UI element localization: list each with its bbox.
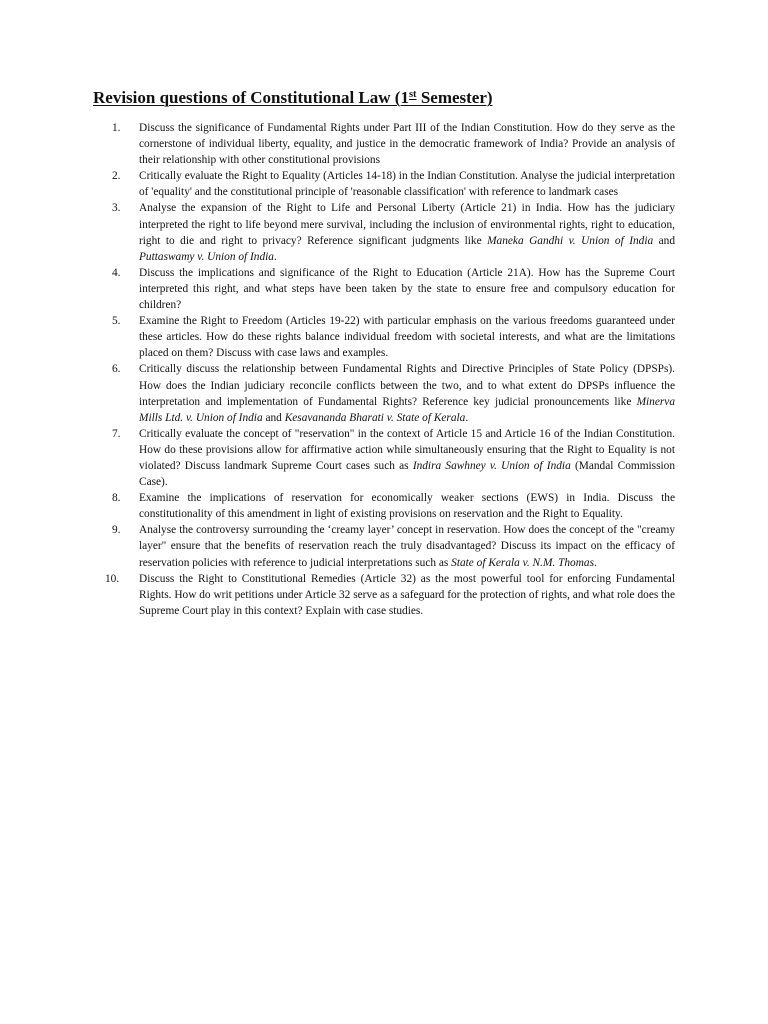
question-item [105, 571, 675, 619]
question-text [139, 202, 675, 262]
question-text-segment: Examine the Right to Freedom (Articles 19-22) with particular emphasis on the various freedoms guaranteed under these articles. How do these rights balance individual freedom with societal interests, and what are the limitations placed on them? Discuss with case laws and examples. [139, 315, 675, 360]
question-text [139, 363, 675, 423]
question-text [139, 428, 675, 488]
question-text [139, 315, 675, 359]
question-text-segment: and [262, 411, 285, 424]
case-citation: Puttaswamy v. Union of India [139, 250, 274, 263]
question-number: 5. [112, 315, 121, 328]
question-text-segment: Discuss the implications and significance of the Right to Education (Article 21A). How has the Supreme Court interpreted this right, and what steps have been taken by the state to ensure free and compulsory education for children? [139, 266, 675, 312]
case-citation: Kesavananda Bharati v. State of Kerala [284, 411, 466, 424]
question-number: 3. [112, 202, 121, 215]
question-item [112, 200, 675, 264]
question-number: 9. [112, 524, 121, 537]
question-text [139, 524, 675, 568]
question-text-segment: Discuss the significance of Fundamental Rights under Part III of the Indian Constitution. How do they serve as the cornerstone of individual liberty, equality, and justice in the democratic framework of India? Provide an analysis of their relationship with other constitutional provisions [139, 122, 675, 167]
question-text-segment: Examine the implications of reservation for economically weaker sections (EWS) in India. Discuss the constitutionality of this amendment in light of existing provisions on reservation and the Right to Equality. [139, 492, 675, 521]
question-text-segment: . [465, 411, 469, 424]
question-text-segment: Analyse the controversy surrounding the ‘creamy layer’ concept in reservation. How does the concept of the "creamy layer" ensure that the benefits of reservation reach the truly disadvantaged? Discuss its impact on the efficacy of reservation policies with reference to judicial interpretations such as [139, 524, 675, 569]
question-item [112, 426, 675, 490]
title-superscript: st [408, 89, 417, 101]
document-title [93, 87, 493, 109]
question-item [112, 522, 675, 570]
question-text [139, 492, 675, 520]
question-text-segment: Critically evaluate the Right to Equality (Articles 14-18) in the Indian Constitution. Analyse the judicial interpretation of 'equality' and the constitutional principle of 'reasonable classification' with reference to landmark cases [139, 170, 675, 199]
question-number: 6. [112, 363, 121, 376]
question-text [139, 170, 675, 198]
question-text-segment: Analyse the expansion of the Right to Life and Personal Liberty (Article 21) in India. How has the judiciary interpreted the right to life beyond mere survival, including the inclusion of environmental rights, right to education, right to die and right to privacy? Reference significant judgments like [139, 202, 675, 247]
question-text-segment: . [273, 250, 277, 263]
question-list [105, 120, 676, 619]
question-number: 1. [112, 122, 121, 134]
question-text [139, 573, 675, 617]
question-item [112, 490, 675, 522]
case-citation: Indira Sawhney v. Union of India [412, 459, 571, 472]
case-citation: State of Kerala v. N.M. Thomas [451, 556, 594, 569]
question-text [139, 122, 675, 166]
question-text-segment: and [653, 234, 676, 247]
question-number: 7. [112, 427, 121, 440]
question-number: 8. [112, 492, 121, 505]
question-number: 4. [112, 266, 121, 279]
question-item [112, 265, 675, 313]
question-item [112, 361, 675, 425]
question-text-segment: (Mandal Commission Case). [139, 459, 675, 489]
question-number: 2. [112, 170, 121, 183]
title-end: Semester) [416, 88, 493, 107]
question-text-segment: Discuss the Right to Constitutional Remedies (Article 32) as the most powerful tool for enforcing Fundamental Rights. How do writ petitions under Article 32 serve as a safeguard for the protection of rights, and what role does the Supreme Court play in this context? Explain with case studies. [139, 572, 675, 617]
question-text-segment: Critically discuss the relationship between Fundamental Rights and Directive Principles of State Policy (DPSPs). How does the Indian judiciary reconcile conflicts between the two, and to what extent do DPSPs influence the interpretation and implementation of Fundamental Rights? Reference key judicial pronouncements like [139, 363, 675, 408]
case-citation: Maneka Gandhi v. Union of India [487, 234, 654, 247]
question-text [139, 267, 675, 311]
case-citation: Minerva Mills Ltd. v. Union of India [139, 395, 675, 424]
question-number: 10. [105, 572, 120, 585]
title-main: Revision questions of Constitutional Law (1 [93, 88, 409, 107]
question-item [112, 313, 675, 361]
question-item [112, 168, 675, 200]
question-text-segment: . [594, 556, 597, 569]
question-text-segment: Critically evaluate the concept of "reservation" in the context of Article 15 and Article 16 of the Indian Constitution. How do these provisions allow for affirmative action while simultaneously ensuring that the Right to Equality is not violated? Discuss landmark Supreme Court cases such as [139, 427, 675, 472]
question-item [112, 120, 675, 168]
